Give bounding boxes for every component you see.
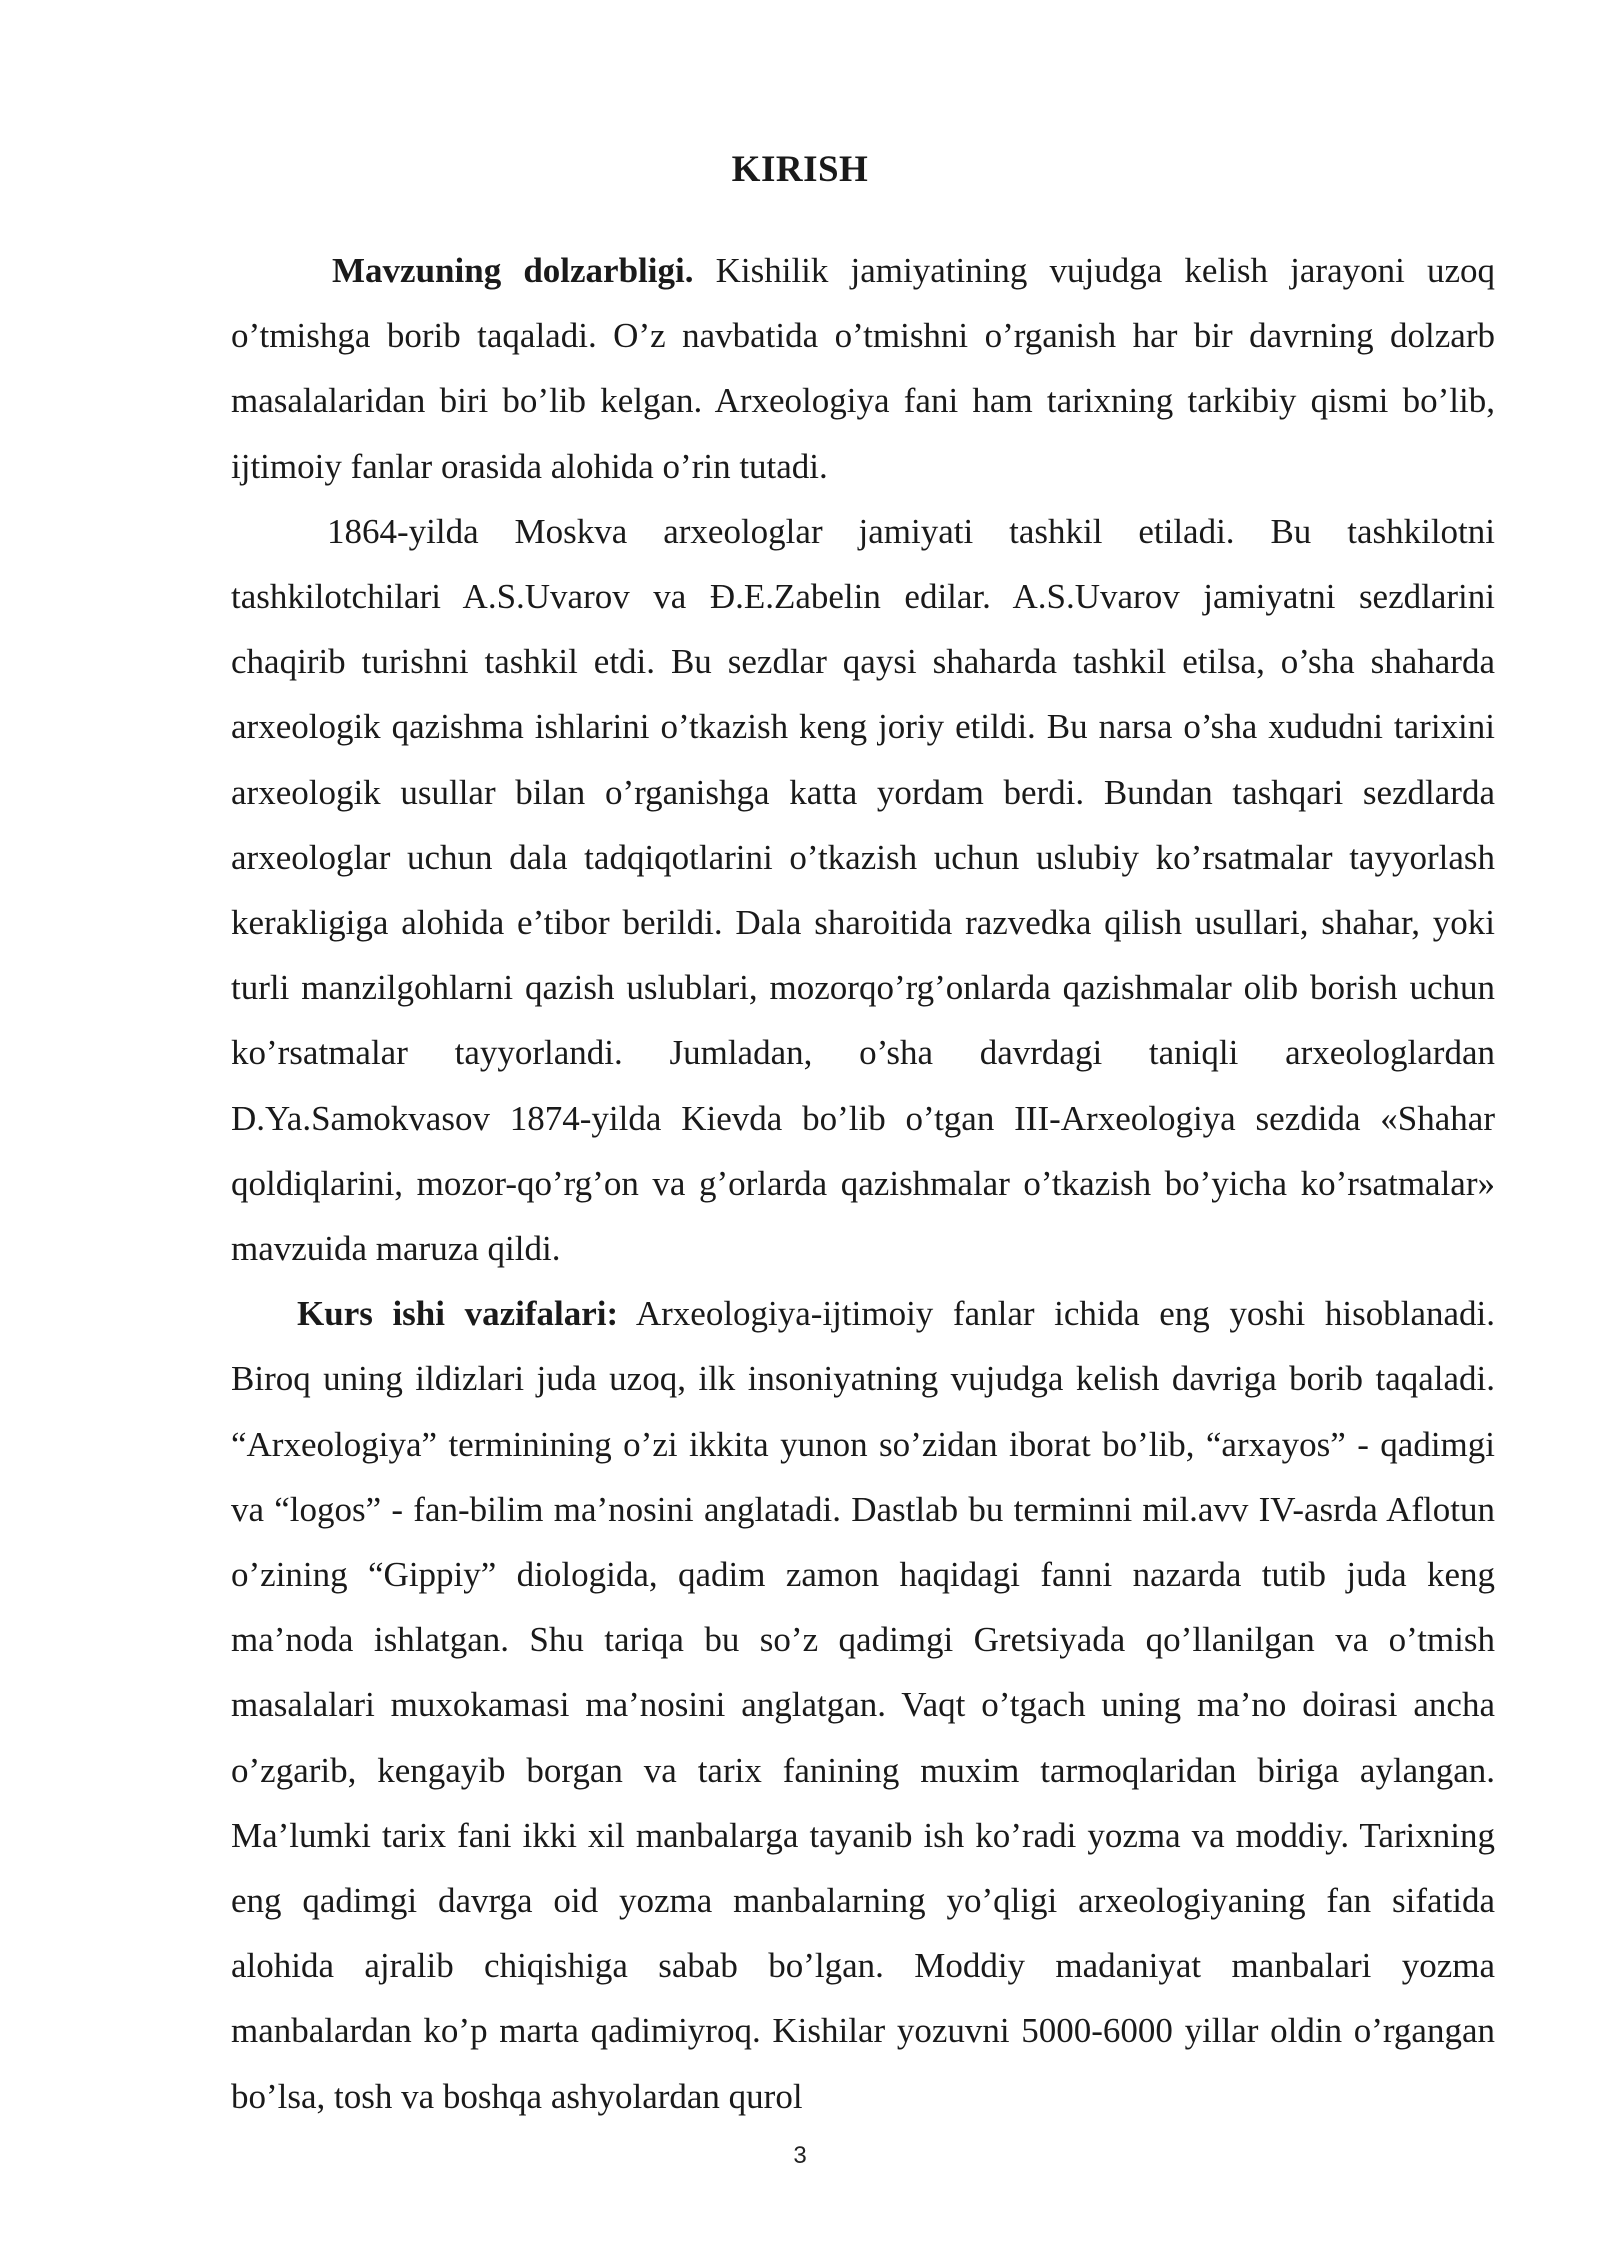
body-text [231, 238, 1495, 2129]
paragraph-tasks [231, 1281, 1495, 2129]
paragraph-lead: Kurs ishi vazifalari: [297, 1294, 619, 1334]
paragraph-relevance [231, 238, 1495, 499]
page-number: 3 [793, 2142, 807, 2169]
paragraph-text: Arxeologiya-ijtimoiy fanlar ichida eng yoshi hisoblanadi. Biroq uning ildizlari juda uzoq, ilk insoniyatning vujudga kelish davriga borib taqaladi. “Arxeologiya” terminining o’zi ikkita yunon so’zidan iborat bo’lib, “arxayos” - qadimgi va “logos” - fan-bilim ma’nosini anglatadi. Dastlab bu terminni mil.avv IV-asrda Aflotun o’zining “Gippiy” diologida, qadim zamon haqidagi fanni nazarda tutib juda keng ma’noda ishlatgan. Shu tariqa bu so’z qadimgi Gretsiyada qo’llanilgan va o’tmish masalalari muxokamasi ma’nosini anglatgan. Vaqt o’tgach uning ma’no doirasi ancha o’zgarib, kengayib borgan va tarix fanining muxim tarmoqlaridan biriga aylangan. Ma’lumki tarix fani ikki xil manbalarga tayanib ish ko’radi yozma va moddiy. Tarixning eng qadimgi davrga oid yozma manbalarning yo’qligi arxeologiyaning fan sifatida alohida ajralib chiqishiga sabab bo’lgan. Moddiy madaniyat manbalari yozma manbalardan ko’p marta qadimiyroq. Kishilar yozuvni 5000-6000 yillar oldin o’rgangan bo’lsa, tosh va boshqa ashyolardan qurol [231, 1294, 1495, 2116]
paragraph-text: Kishilik jamiyatining vujudga kelish jarayoni uzoq o’tmishga borib taqaladi. O’z navbatida o’tmishni o’rganish har bir davrning dolzarb masalalaridan biri bo’lib kelgan. Arxeologiya fani ham tarixning tarkibiy qismi bo’lib, ijtimoiy fanlar orasida alohida o’rin tutadi. [231, 251, 1495, 486]
paragraph-history [231, 499, 1495, 1281]
page-title: KIRISH [731, 149, 869, 190]
paragraph-text: 1864-yilda Moskva arxeologlar jamiyati tashkil etiladi. Bu tashkilotni tashkilotchilari A.S.Uvarov va Ð.E.Zabelin edilar. A.S.Uvarov jamiyatni sezdlarini chaqirib turishni tashkil etdi. Bu sezdlar qaysi shaharda tashkil etilsa, o’sha shaharda arxeologik qazishma ishlarini o’tkazish keng joriy etildi. Bu narsa o’sha xududni tarixini arxeologik usullar bilan o’rganishga katta yordam berdi. Bundan tashqari sezdlarda arxeologlar uchun dala tadqiqotlarini o’tkazish uchun uslubiy ko’rsatmalar tayyorlash kerakligiga alohida e’tibor berildi. Dala sharoitida razvedka qilish usullari, shahar, yoki turli manzilgohlarni qazish uslublari, mozorqo’rg’onlarda qazishmalar olib borish uchun ko’rsatmalar tayyorlandi. Jumladan, o’sha davrdagi taniqli arxeologlardan D.Ya.Samokvasov 1874-yilda Kievda bo’lib o’tgan III-Arxeologiya sezdida «Shahar qoldiqlarini, mozor-qo’rg’on va g’orlarda qazishmalar o’tkazish bo’yicha ko’rsatmalar» mavzuida maruza qildi. [231, 511, 1495, 1269]
paragraph-lead: Mavzuning dolzarbligi. [332, 251, 694, 290]
